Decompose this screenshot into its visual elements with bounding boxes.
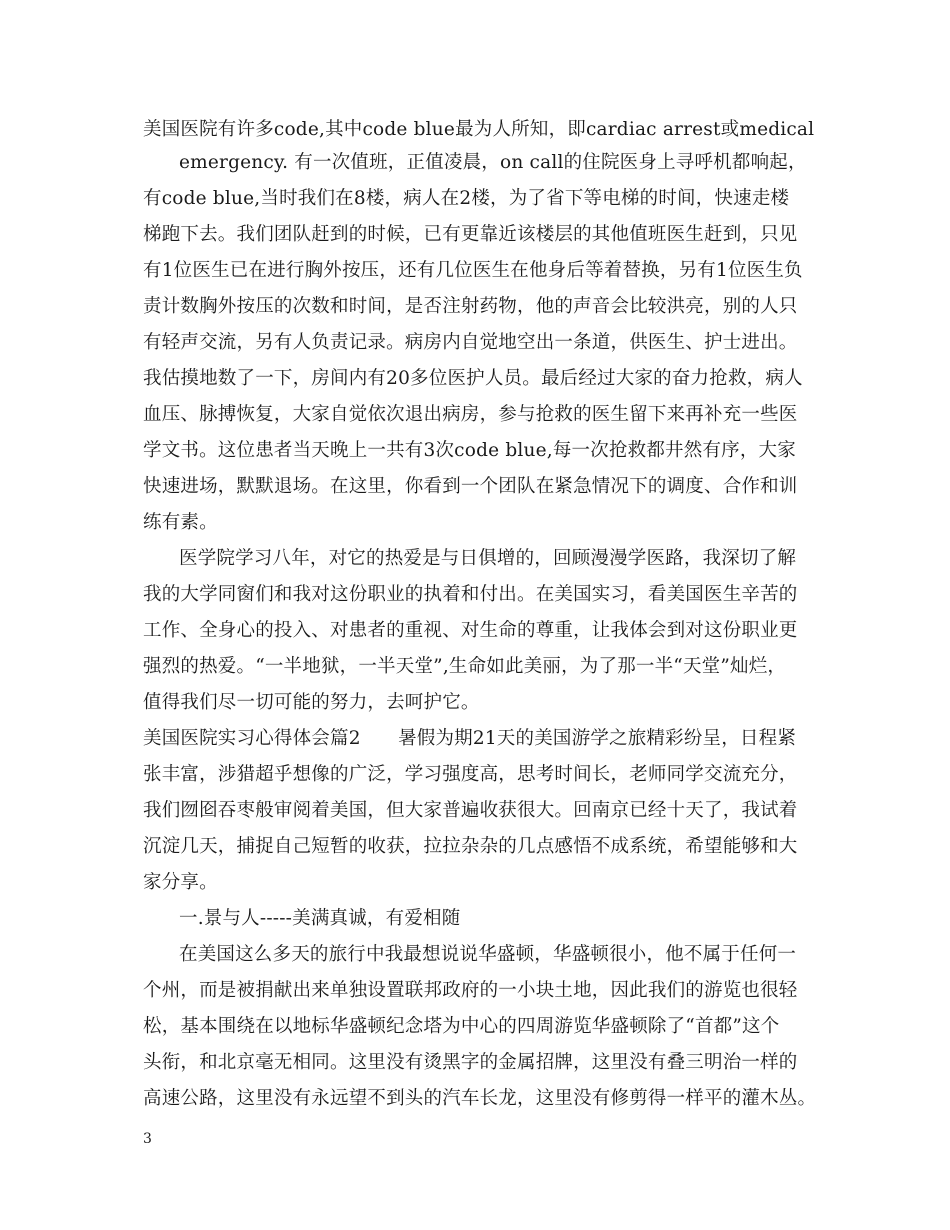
text-line: 责计数胸外按压的次数和时间，是否注射药物，他的声音会比较洪亮，别的人只 xyxy=(143,296,798,317)
text-line: 值得我们尽一切可能的努力，去呵护它。 xyxy=(143,692,480,713)
text-line: 工作、全身心的投入、对患者的重视、对生命的尊重，让我体会到对这份职业更 xyxy=(143,620,798,641)
text-line: 个州，而是被捐献出来单独设置联邦政府的一小块土地，因此我们的游览也很轻 xyxy=(143,980,798,1001)
page-number: 3 xyxy=(143,1131,152,1147)
text-line: 我们囫囵吞枣般审阅着美国，但大家普遍收获很大。回南京已经十天了，我试着 xyxy=(143,800,798,821)
text-line: emergency. 有一次值班，正值凌晨，on call的住院医身上寻呼机都响起， xyxy=(179,152,807,173)
text-line: 强烈的热爱。“一半地狱，一半天堂”,生命如此美丽，为了那一半“天堂”灿烂， xyxy=(143,656,787,677)
text-line: 张丰富，涉猎超乎想像的广泛，学习强度高，思考时间长，老师同学交流充分， xyxy=(143,764,798,785)
section-title-line: 美国医院实习心得体会篇2 暑假为期21天的美国游学之旅精彩纷呈，日程紧 xyxy=(143,728,797,749)
text-line: 练有素。 xyxy=(143,512,218,533)
text-line: 家分享。 xyxy=(143,872,218,893)
text-line: 血压、脉搏恢复，大家自觉依次退出病房，参与抢救的医生留下来再补充一些医 xyxy=(143,404,798,425)
text-line: 医学院学习八年，对它的热爱是与日俱增的，回顾漫漫学医路，我深切了解 xyxy=(179,548,797,569)
text-line: 我估摸地数了一下，房间内有20多位医护人员。最后经过大家的奋力抢救，病人 xyxy=(143,368,803,389)
text-line: 在美国这么多天的旅行中我最想说说华盛顿，华盛顿很小，他不属于任何一 xyxy=(179,944,797,965)
text-line: 高速公路，这里没有永远望不到头的汽车长龙，这里没有修剪得一样平的灌木丛。 xyxy=(143,1088,817,1109)
text-line: 学文书。这位患者当天晚上一共有3次code blue,每一次抢救都井然有序，大家 xyxy=(143,440,796,461)
text-line: 我的大学同窗们和我对这份职业的执着和付出。在美国实习，看美国医生辛苦的 xyxy=(143,584,798,605)
text-line: 有code blue,当时我们在8楼，病人在2楼，为了省下等电梯的时间，快速走楼 xyxy=(143,188,790,209)
text-line: 有1位医生已在进行胸外按压，还有几位医生在他身后等着替换，另有1位医生负 xyxy=(143,260,803,281)
text-line: 美国医院有许多code,其中code blue最为人所知，即cardiac arrest或medical xyxy=(143,119,815,140)
text-line: 松，基本围绕在以地标华盛顿纪念塔为中心的四周游览华盛顿除了“首都”这个 xyxy=(143,1016,780,1037)
text-line: 梯跑下去。我们团队赶到的时候，已有更靠近该楼层的其他值班医生赶到，只见 xyxy=(143,224,798,245)
subheading-line: 一.景与人-----美满真诚，有爱相随 xyxy=(179,908,461,929)
text-line: 快速进场，默默退场。在这里，你看到一个团队在紧急情况下的调度、合作和训 xyxy=(143,476,798,497)
text-line: 头衔，和北京毫无相同。这里没有烫黑字的金属招牌，这里没有叠三明治一样的 xyxy=(143,1052,798,1073)
text-line: 有轻声交流，另有人负责记录。病房内自觉地空出一条道，供医生、护士进出。 xyxy=(143,332,798,353)
text-line: 沉淀几天，捕捉自己短暂的收获，拉拉杂杂的几点感悟不成系统，希望能够和大 xyxy=(143,836,798,857)
